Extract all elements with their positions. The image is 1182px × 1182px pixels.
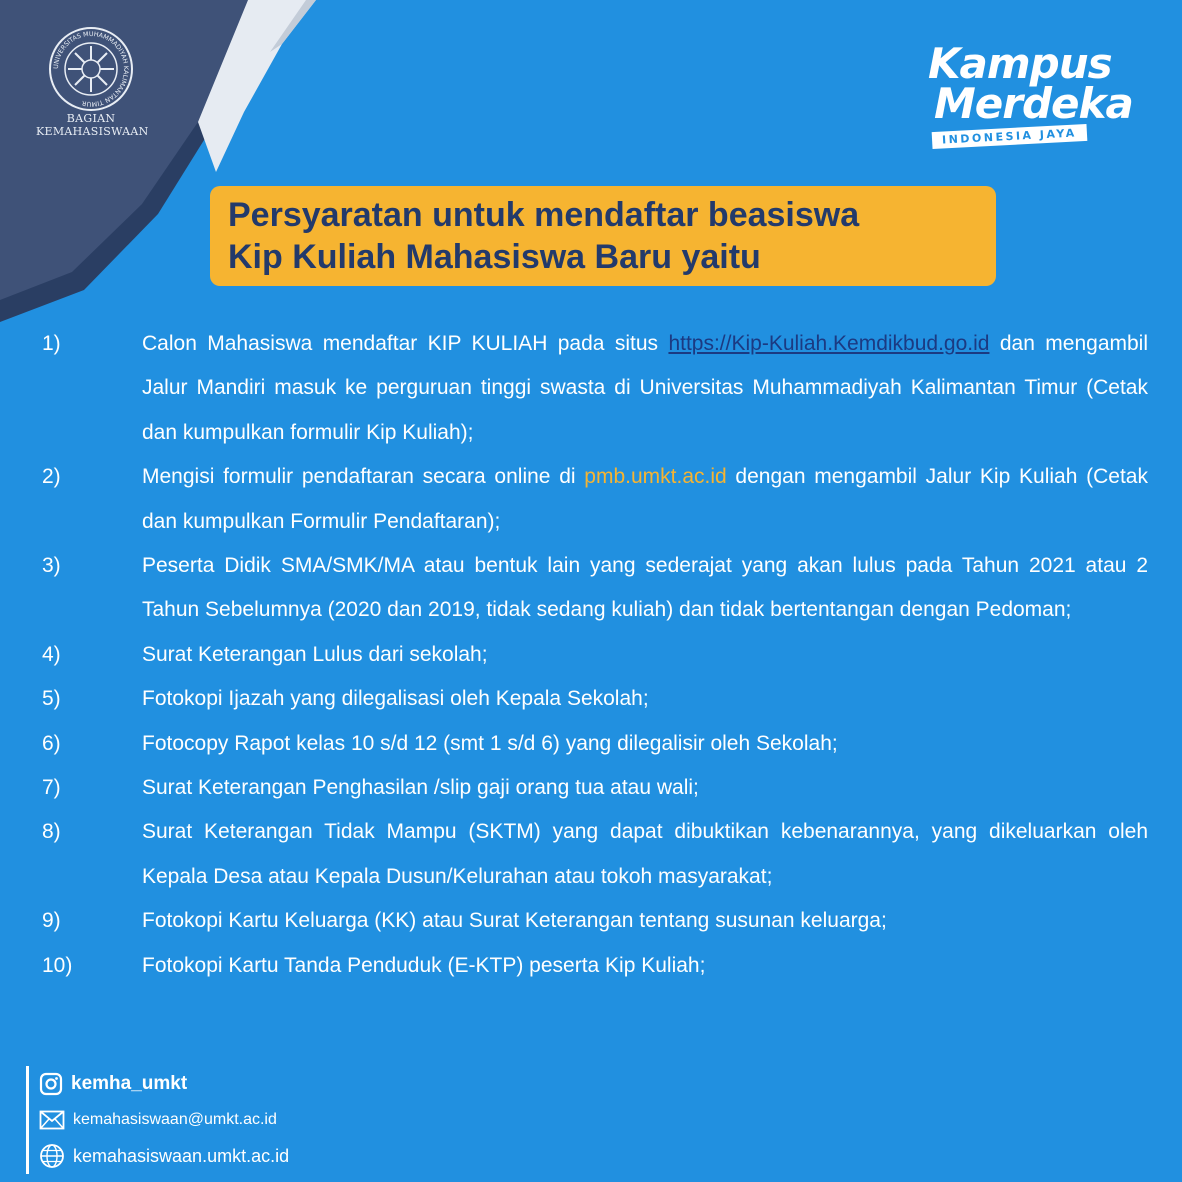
merdeka-text: Merdeka [934,79,1133,128]
requirement-item [42,544,1148,633]
instagram-icon [39,1072,63,1096]
requirement-item [42,455,1148,544]
item-number: 4) [42,642,61,666]
item-text: Fotocopy Rapot kelas 10 s/d 12 (smt 1 s/d 6) yang dilegalisir oleh Sekolah; [142,731,838,755]
requirement-item [42,722,1148,766]
item-text: dan mengambil Jalur Mandiri masuk ke perguruan tinggi swasta di Universitas Muhammadiyah Kalimantan Timur (Cetak dan kumpulkan formulir Kip Kuliah); [142,332,1149,444]
kip-kuliah-link[interactable]: https://Kip-Kuliah.Kemdikbud.go.id [668,332,990,355]
item-text: Peserta Didik SMA/SMK/MA atau bentuk lain yang sederajat yang akan lulus pada Tahun 2021 atau 2 Tahun Sebelumnya (2020 dan 2019, tidak sedang kuliah) dan tidak bertentangan dengan Pedoman; [142,554,1148,622]
item-text: Surat Keterangan Lulus dari sekolah; [142,642,488,666]
item-number: 8) [42,820,61,844]
title-line2: Kip Kuliah Mahasiswa Baru yaitu [228,238,761,276]
item-text: dengan mengambil Jalur Kip Kuliah (Cetak dan kumpulkan Formulir Pendaftaran); [142,465,1148,533]
umkt-logo [36,26,149,138]
email-contact[interactable] [39,1102,289,1138]
globe-icon [39,1143,65,1169]
requirement-item [42,633,1148,677]
pmb-umkt-link[interactable]: pmb.umkt.ac.id [584,465,727,489]
website-contact[interactable] [39,1138,289,1174]
item-number: 7) [42,776,61,800]
logo-caption-line2: KEMAHASISWAAN [36,125,149,138]
seal-ring-text: UNIVERSITAS MUHAMMADIYAH KALIMANTAN TIMUR [51,29,131,109]
website-url[interactable]: kemahasiswaan.umkt.ac.id [73,1145,290,1166]
item-number: 5) [42,687,61,711]
requirement-item [42,766,1148,810]
instagram-handle[interactable]: kemha_umkt [71,1073,188,1094]
title-line1: Persyaratan untuk mendaftar beasiswa [228,196,860,234]
item-text: Surat Keterangan Penghasilan /slip gaji orang tua atau wali; [142,776,699,800]
item-number: 6) [42,731,61,755]
kampus-merdeka-logo [928,39,1148,147]
requirement-item [42,899,1148,943]
requirement-item [42,944,1148,988]
item-text: Fotokopi Ijazah yang dilegalisasi oleh Kepala Sekolah; [142,687,649,711]
item-number: 3) [42,554,61,578]
indonesia-jaya-tag: INDONESIA JAYA [932,124,1088,149]
kampus-text: Kampus [928,39,1112,88]
university-seal-icon [48,26,134,112]
item-number: 1) [42,332,61,355]
instagram-contact[interactable] [39,1066,289,1102]
requirement-item [42,810,1148,899]
item-text: Fotokopi Kartu Tanda Penduduk (E-KTP) peserta Kip Kuliah; [142,953,706,977]
item-text: Mengisi formulir pendaftaran secara online di [142,465,585,489]
item-number: 10) [42,953,73,977]
requirements-list [42,322,1148,988]
item-text: Surat Keterangan Tidak Mampu (SKTM) yang dapat dibuktikan kebenarannya, yang dikeluarkan oleh Kepala Desa atau Kepala Dusun/Kelurahan atau tokoh masyarakat; [142,820,1148,888]
item-number: 2) [42,465,61,489]
item-number: 9) [42,909,61,933]
email-address[interactable]: kemahasiswaan@umkt.ac.id [73,1111,277,1128]
item-text: Calon Mahasiswa mendaftar KIP KULIAH pada situs [142,332,669,355]
title-banner [210,186,996,286]
item-text: Fotokopi Kartu Keluarga (KK) atau Surat Keterangan tentang susunan keluarga; [142,909,887,933]
logo-caption-line1: BAGIAN [66,112,116,125]
contact-footer [26,1066,289,1174]
mail-icon [39,1110,65,1130]
requirement-item [42,677,1148,721]
requirement-item [42,322,1148,455]
